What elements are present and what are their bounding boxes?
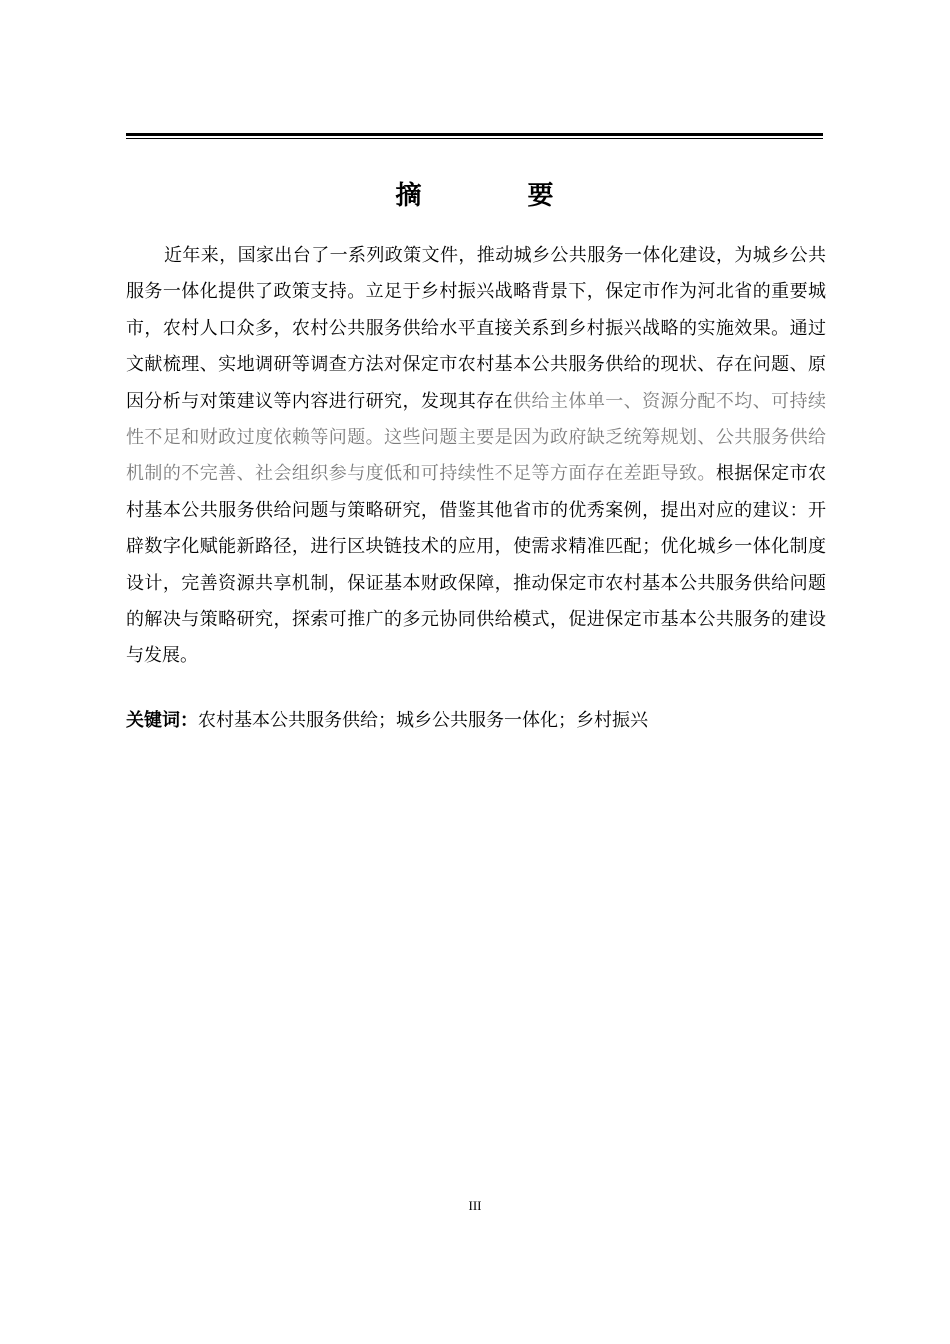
page-number: III (468, 1198, 482, 1213)
abstract-text-part-3: 根据保定市农村基本公共服务供给问题与策略研究，借鉴其他省市的优秀案例，提出对应的建议：开辟数字化赋能新路径，进行区块链技术的应用，使需求精准匹配；优化城乡一体化制度设计，完善资源共享机制，保证基本财政保障，推动保定市农村基本公共服务供给问题的解决与策略研究，探索可推广的多元协同供给模式，促进保定市基本公共服务的建设与发展。 (126, 463, 827, 667)
abstract-body (126, 238, 826, 675)
abstract-text-part-1: 近年来，国家出台了一系列政策文件，推动城乡公共服务一体化建设，为城乡公共服务一体化提供了政策支持。立足于乡村振兴战略背景下，保定市作为河北省的重要城市，农村人口众多，农村公共服务供给水平直接关系到乡村振兴战略的实施效果。通过文献梳理、实地调研等调查方法对保定市农村基本公共服务供给的现状、存在问题、原因分析与对策建议等内容进行研究，发现其存在 (126, 245, 826, 412)
keywords-line (126, 703, 826, 739)
abstract-title: 摘 要 (395, 181, 594, 211)
header-rule-thick-line (126, 133, 823, 136)
abstract-text-part-2: 供给主体单一、资源分配不均、可持续性不足和财政过度依赖等问题。这些问题主要是因为政府缺乏统筹规划、公共服务供给机制的不完善、社会组织参与度低和可持续性不足等方面存在差距导致。 (126, 390, 827, 485)
header-double-rule (126, 133, 823, 139)
keywords-label: 关键词： (126, 710, 198, 731)
keywords-value: 农村基本公共服务供给；城乡公共服务一体化；乡村振兴 (198, 710, 648, 731)
header-rule-thin-line (126, 138, 823, 139)
